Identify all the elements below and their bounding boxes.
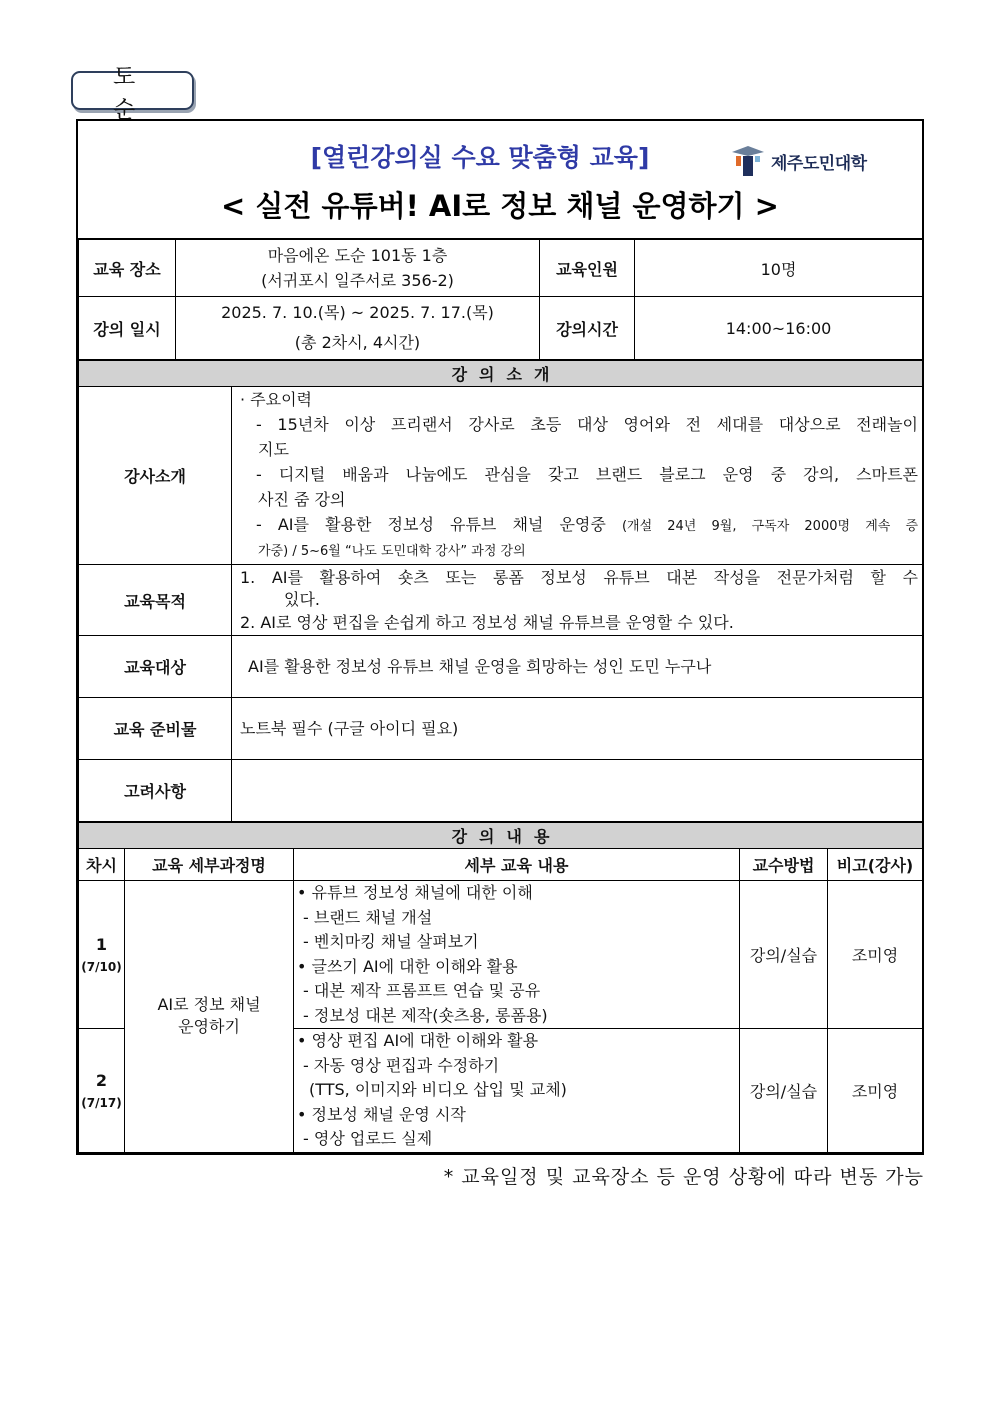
logo bbox=[730, 143, 867, 179]
detail-line: - 정보성 대본 제작(숏츠용, 롱폼용) bbox=[303, 1005, 548, 1025]
place-value bbox=[176, 240, 540, 297]
date-value bbox=[176, 297, 540, 360]
prep-value: 노트북 필수 (구글 아이디 필요) bbox=[232, 698, 923, 760]
header-session: 차시 bbox=[79, 849, 125, 881]
info-table bbox=[78, 239, 923, 360]
place-label: 교육 장소 bbox=[79, 240, 176, 297]
capacity-value: 10명 bbox=[635, 240, 923, 297]
text-line: - 15년차 이상 프리랜서 강사로 초등 대상 영어와 전 세대를 대상으로 전래놀이 bbox=[256, 415, 919, 434]
detail-line: - 자동 영상 편집과 수정하기 bbox=[303, 1055, 500, 1075]
course-name bbox=[125, 881, 294, 1153]
course-name-line: AI로 정보 채널 bbox=[157, 995, 261, 1015]
text-line: 있다. bbox=[284, 590, 320, 609]
session-date: (7/10) bbox=[81, 960, 122, 974]
text-line bbox=[240, 512, 918, 539]
header-method: 교수방법 bbox=[740, 849, 828, 881]
goal-label: 교육목적 bbox=[79, 565, 232, 636]
course-document bbox=[76, 119, 924, 1155]
intro-table bbox=[78, 360, 923, 822]
detail-line: • 정보성 채널 운영 시작 bbox=[297, 1104, 466, 1124]
header-detail: 세부 교육 내용 bbox=[294, 849, 740, 881]
subtitle: [열린강의실 수요 맞춤형 교육] bbox=[310, 143, 650, 172]
text-line: · 주요이력 bbox=[240, 390, 312, 409]
place-address: (서귀포시 일주서로 356-2) bbox=[261, 271, 454, 290]
category-tag: 도 순 bbox=[71, 71, 194, 110]
text-line: 지도 bbox=[258, 440, 289, 459]
target-label: 교육대상 bbox=[79, 636, 232, 698]
detail-line: • 영상 편집 AI에 대한 이해와 활용 bbox=[297, 1031, 539, 1050]
logo-text: 제주도민대학 bbox=[771, 153, 867, 174]
text-fragment: (개설 24년 9월, 구독자 2000명 계속 증 bbox=[621, 519, 919, 534]
date-label: 강의 일시 bbox=[79, 297, 176, 360]
detail-line: - 벤치마킹 채널 살펴보기 bbox=[303, 932, 479, 951]
header-course-name: 교육 세부과정명 bbox=[125, 849, 294, 881]
instructor-label: 강사소개 bbox=[79, 387, 232, 565]
footnote: * 교육일정 및 교육장소 등 운영 상황에 따라 변동 가능 bbox=[443, 1166, 924, 1188]
time-label: 강의시간 bbox=[540, 297, 635, 360]
detail-line: - 영상 업로드 실제 bbox=[303, 1129, 433, 1148]
text-line: 가중) / 5~6월 “나도 도민대학 강사” 과정 강의 bbox=[258, 544, 526, 559]
consider-label: 고려사항 bbox=[79, 760, 232, 822]
content-table bbox=[78, 822, 923, 1153]
page-title: < 실전 유튜버! AI로 정보 채널 운영하기 > bbox=[221, 189, 779, 223]
detail-line: - 대본 제작 프롬프트 연습 및 공유 bbox=[303, 981, 541, 1000]
text-line: 2. AI로 영상 편집을 손쉽게 하고 정보성 채널 유튜브를 운영할 수 있다. bbox=[240, 613, 734, 632]
date-summary: (총 2차시, 4시간) bbox=[294, 333, 421, 352]
session-method: 강의/실습 bbox=[740, 1029, 828, 1153]
session-method: 강의/실습 bbox=[740, 881, 828, 1029]
target-value: AI를 활용한 정보성 유튜브 채널 운영을 희망하는 성인 도민 누구나 bbox=[232, 636, 923, 698]
text-line: - 디지털 배움과 나눔에도 관심을 갖고 브랜드 블로그 운영 중 강의, 스마트폰 bbox=[256, 465, 919, 484]
course-name-line: 운영하기 bbox=[178, 1017, 240, 1037]
intro-section-title: 강의소개 bbox=[79, 361, 923, 387]
session-number bbox=[79, 881, 125, 1029]
session-instructor: 조미영 bbox=[828, 881, 923, 1029]
session-instructor: 조미영 bbox=[828, 1029, 923, 1153]
prep-label: 교육 준비물 bbox=[79, 698, 232, 760]
session-num: 2 bbox=[95, 1070, 108, 1090]
detail-line: • 글쓰기 AI에 대한 이해와 활용 bbox=[297, 956, 518, 976]
instructor-intro bbox=[232, 387, 923, 565]
session-date: (7/17) bbox=[81, 1095, 122, 1110]
content-section-title: 강의내용 bbox=[79, 823, 923, 849]
session-detail bbox=[294, 1029, 740, 1153]
capacity-label: 교육인원 bbox=[540, 240, 635, 297]
session-num: 1 bbox=[95, 935, 108, 954]
text-line: 1. AI를 활용하여 숏츠 또는 롱폼 정보성 유튜브 대본 작성을 전문가처럼 할 수 bbox=[240, 568, 919, 587]
place-line: 마음에온 도순 101동 1층 bbox=[267, 246, 448, 265]
session-number bbox=[79, 1029, 125, 1153]
detail-line: - 브랜드 채널 개설 bbox=[303, 907, 433, 927]
goal-text bbox=[232, 565, 923, 636]
session-detail bbox=[294, 881, 740, 1029]
date-range: 2025. 7. 10.(목) ~ 2025. 7. 17.(목) bbox=[221, 303, 494, 322]
text-fragment: - AI를 활용한 정보성 유튜브 채널 운영중 bbox=[256, 515, 606, 534]
text-line: 사진 줌 강의 bbox=[258, 490, 346, 509]
detail-line: (TTS, 이미지와 비디오 삽입 및 교체) bbox=[309, 1080, 567, 1099]
header-note: 비고(강사) bbox=[828, 849, 923, 881]
detail-line: • 유튜브 정보성 채널에 대한 이해 bbox=[297, 883, 533, 902]
logo-icon bbox=[730, 143, 766, 179]
table-row bbox=[79, 881, 923, 1029]
consider-value bbox=[232, 760, 923, 822]
title-box bbox=[78, 121, 922, 239]
time-value: 14:00~16:00 bbox=[635, 297, 923, 360]
